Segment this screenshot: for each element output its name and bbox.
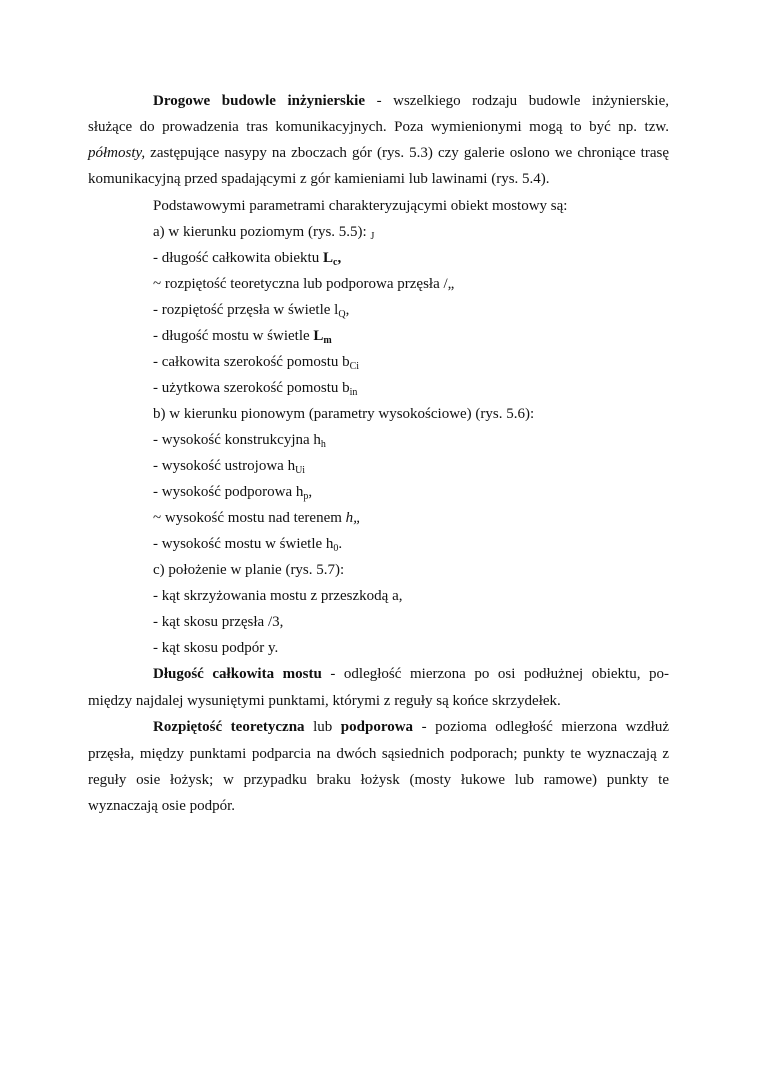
list-item: - kąt skosu przęsła /3, xyxy=(153,614,284,630)
list-item: - wysokość konstrukcyjna $h_h$ xyxy=(153,432,326,450)
intro-line-2: służące do prowadzenia tras komunikacyjnych. Poza wymienionymi mogą to być np. tzw. xyxy=(88,119,669,135)
list-item: - całkowita szerokość pomostu $b_{Ci}$ xyxy=(153,354,360,372)
intro-italic-term: półmosty, xyxy=(88,145,146,161)
section-a-heading: a) w kierunku poziomym (rys. 5.5): $_J$ xyxy=(153,224,375,242)
list-item: - wysokość ustrojowa $h_{Ui}$ xyxy=(153,458,306,476)
list-item: - długość mostu w świetle $L_m$ xyxy=(153,328,332,346)
definition-line-2: między najdalej wysuniętymi punktami, którymi z reguły są końce skrzydełek. xyxy=(88,693,561,709)
intro-line-3: półmosty, zastępujące nasypy na zboczach gór (rys. 5.3) czy galerie oslono we chroniące trasę xyxy=(88,145,669,161)
list-item: - kąt skosu podpór y. xyxy=(153,640,279,656)
definition-line-3: reguły osie łożysk; w przypadku braku łożysk (mosty łukowe lub ramowe) punkty te xyxy=(88,772,669,788)
list-item: - kąt skrzyżowania mostu z przeszkodą a, xyxy=(153,588,403,604)
definition-term: podporowa xyxy=(340,719,414,735)
list-item: - użytkowa szerokość pomostu $b_{in}$ xyxy=(153,380,358,398)
definition-line-1: Długość całkowita mostu - odległość mierzona po osi podłużnej obiektu, po- xyxy=(153,666,670,682)
definition-term: Długość całkowita mostu xyxy=(153,666,322,682)
list-item: ~ rozpiętość teoretyczna lub podporowa przęsła /„ xyxy=(153,276,455,292)
definition-line-2: przęsła, między punktami podparcia na dwóch sąsiednich podporach; punkty te wyznaczają z xyxy=(88,746,669,762)
list-item: - wysokość podporowa $h_p$, xyxy=(153,484,313,502)
list-item: - wysokość mostu w świetle $h_0$. xyxy=(153,536,343,554)
definition-line-4: wyznaczają osie podpór. xyxy=(88,798,236,814)
intro-line-1: Drogowe budowle inżynierskie - wszelkiego rodzaju budowle inżynierskie, xyxy=(153,93,669,109)
definition-term: Rozpiętość teoretyczna xyxy=(153,719,305,735)
params-intro: Podstawowymi parametrami charakteryzującymi obiekt mostowy są: xyxy=(153,198,568,214)
list-item: - długość całkowita obiektu $L_c$, xyxy=(153,250,342,268)
intro-line-4: komunikacyjną przed spadającymi z gór kamieniami lub lawinami (rys. 5.4). xyxy=(88,171,550,187)
intro-term: Drogowe budowle inżynierskie xyxy=(153,93,366,109)
section-c-heading: c) położenie w planie (rys. 5.7): xyxy=(153,562,345,578)
list-item: - rozpiętość przęsła w świetle $l_Q$, xyxy=(153,302,350,320)
list-item: ~ wysokość mostu nad terenem h„ xyxy=(153,510,362,526)
section-b-heading: b) w kierunku pionowym (parametry wysokościowe) (rys. 5.6): xyxy=(153,406,535,422)
definition-line-1: Rozpiętość teoretyczna lub podporowa - pozioma odległość mierzona wzdłuż xyxy=(153,719,669,735)
